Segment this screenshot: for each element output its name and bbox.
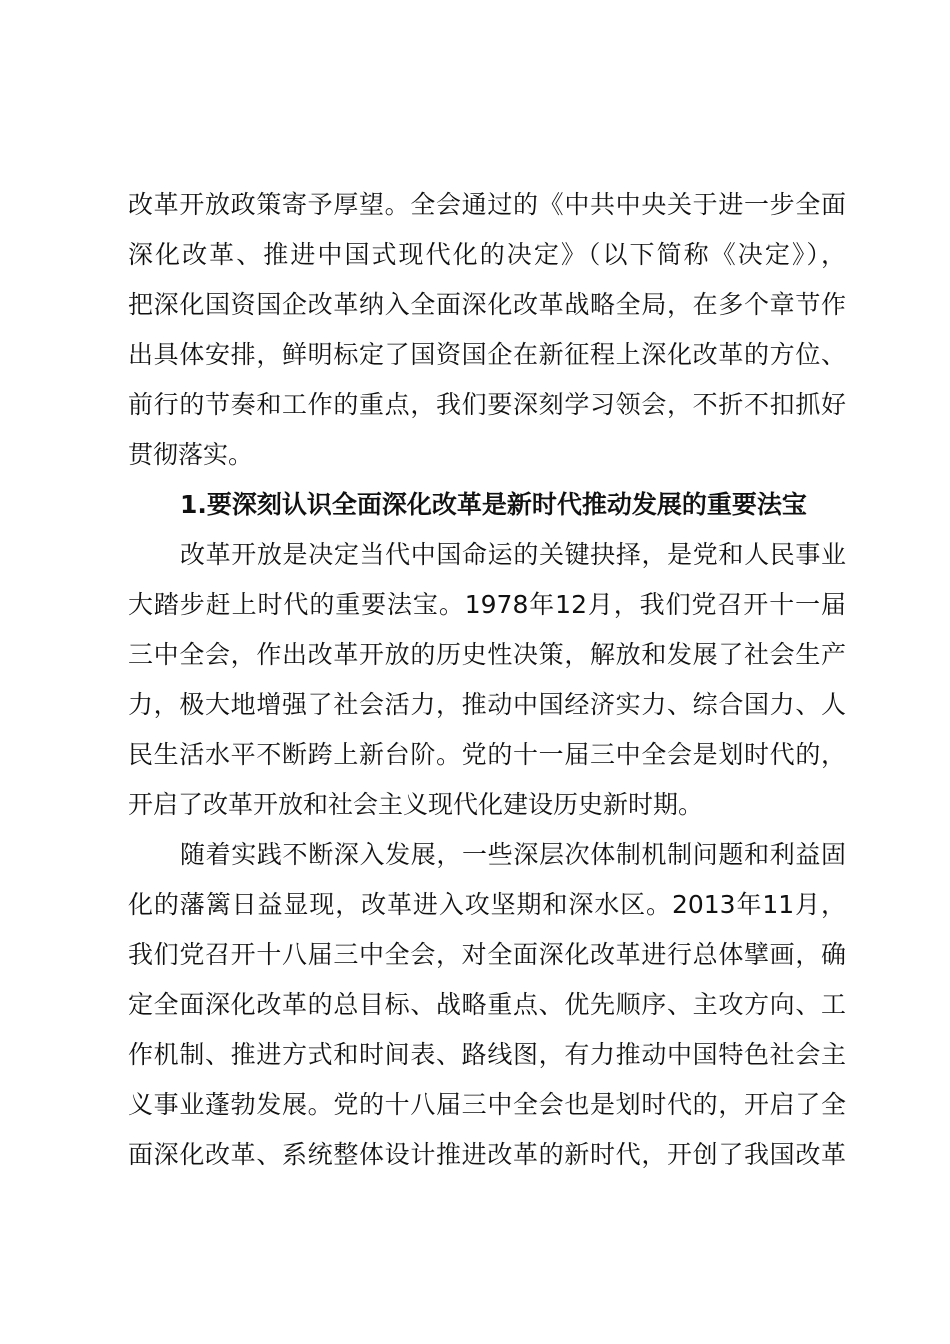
text-line: 前行的节奏和工作的重点，我们要深刻学习领会，不折不扣抓好	[128, 390, 846, 419]
text-line: 定全面深化改革的总目标、战略重点、优先顺序、主攻方向、工	[128, 990, 846, 1019]
paragraph-3	[128, 830, 846, 1180]
heading-line: 1.要深刻认识全面深化改革是新时代推动发展的重要法宝	[180, 490, 807, 519]
text-line: 三中全会，作出改革开放的历史性决策，解放和发展了社会生产	[128, 640, 846, 669]
text-line: 化的藩篱日益显现，改革进入攻坚期和深水区。2013年11月，	[128, 890, 846, 919]
text-line: 随着实践不断深入发展，一些深层次体制机制问题和利益固	[180, 840, 846, 869]
text-line: 出具体安排，鲜明标定了国资国企在新征程上深化改革的方位、	[128, 340, 846, 369]
text-line: 把深化国资国企改革纳入全面深化改革战略全局，在多个章节作	[128, 290, 846, 319]
text-line: 力，极大地增强了社会活力，推动中国经济实力、综合国力、人	[128, 690, 846, 719]
text-line: 贯彻落实。	[128, 440, 254, 469]
text-line: 作机制、推进方式和时间表、路线图，有力推动中国特色社会主	[128, 1040, 846, 1069]
text-line: 民生活水平不断跨上新台阶。党的十一届三中全会是划时代的，	[128, 740, 846, 769]
paragraph-1	[128, 180, 846, 480]
paragraph-2	[128, 530, 846, 830]
text-line: 改革开放政策寄予厚望。全会通过的《中共中央关于进一步全面	[128, 190, 846, 219]
text-line: 面深化改革、系统整体设计推进改革的新时代，开创了我国改革	[128, 1140, 846, 1169]
text-line: 深化改革、推进中国式现代化的决定》（以下简称《决定》），	[128, 240, 846, 269]
text-line: 改革开放是决定当代中国命运的关键抉择，是党和人民事业	[180, 540, 846, 569]
text-line: 大踏步赶上时代的重要法宝。1978年12月，我们党召开十一届	[128, 590, 846, 619]
document-text	[128, 180, 846, 1180]
text-line: 我们党召开十八届三中全会，对全面深化改革进行总体擘画，确	[128, 940, 846, 969]
section-heading	[128, 480, 846, 530]
text-line: 义事业蓬勃发展。党的十八届三中全会也是划时代的，开启了全	[128, 1090, 846, 1119]
text-line: 开启了改革开放和社会主义现代化建设历史新时期。	[128, 790, 704, 819]
